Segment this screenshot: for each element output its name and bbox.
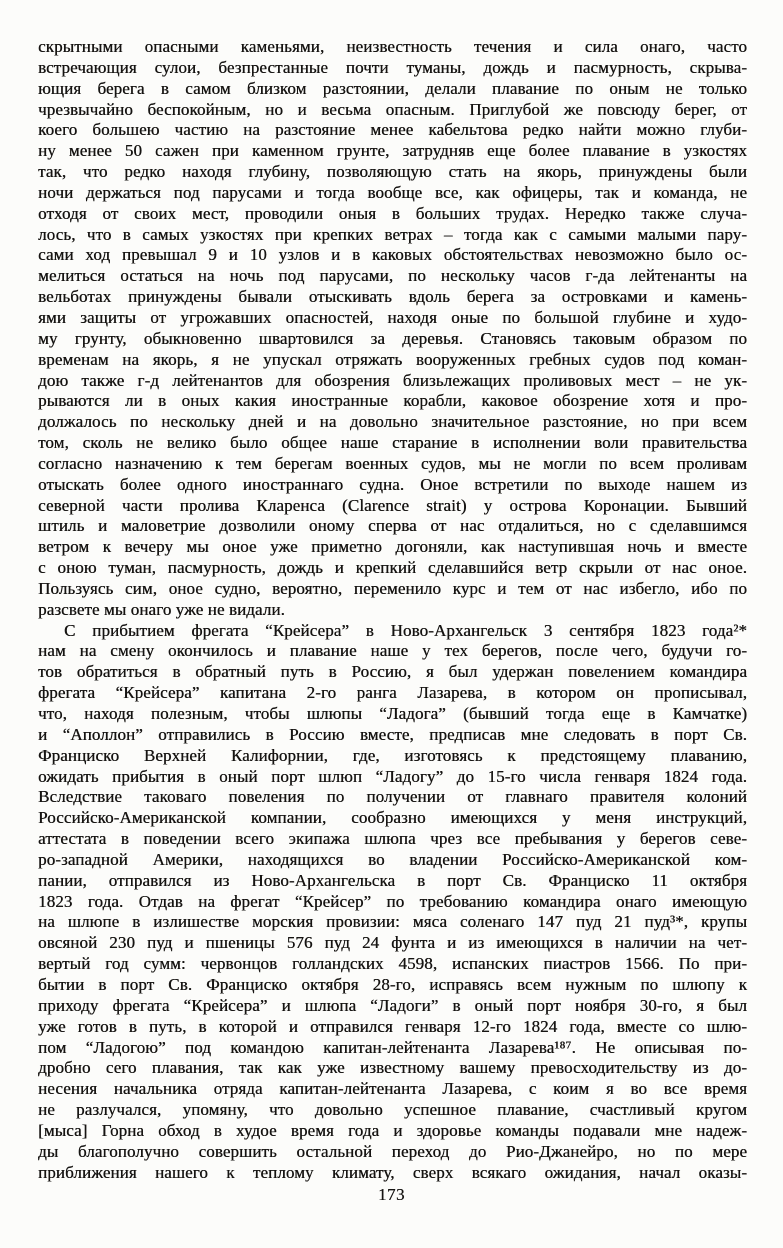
text-line: что, находя полезным, чтобы шлюпы “Ладога” (бывший тогда еще в Камчатке) xyxy=(38,704,747,723)
text-line: так, что редко находя глубину, позволяющую стать на якорь, принуждены были xyxy=(38,162,747,182)
text-line: аттестата в поведении всего экипажа шлюпа чрез все пребывания у берегов севе- xyxy=(38,829,747,849)
text-line: лось, что в самых узкостях при крепких ветрах – тогда как с самыми малыми пару- xyxy=(38,224,747,244)
text-line: ночи держаться под парусами и тогда вообще все, как офицеры, так и команда, не xyxy=(38,182,747,202)
text-line: Вследствие таковаго повеления по получении от главнаго правителя колоний xyxy=(38,787,747,807)
text-line: отходя от своих мест, проводили оныя в больших трудах. Нередко также случа- xyxy=(38,203,747,223)
text-line: вертый год сумм: червонцов голландских 4598, испанских пиастров 1566. По при- xyxy=(38,954,747,974)
text-line: временам на якорь, я не упускал отряжать вооруженных гребных судов под коман- xyxy=(38,349,747,369)
text-line: пании, отправился из Ново-Архангельска в порт Св. Франциско 11 октября xyxy=(38,870,747,890)
text-line: ну менее 50 сажен при каменном грунте, затрудняв еще более плавание в узкостях xyxy=(38,141,747,161)
text-line: ющия берега в самом близком разстоянии, делали плавание по оным не только xyxy=(38,78,747,98)
text-line: разсвете мы онаго уже не видали. xyxy=(38,599,285,619)
text-line: должалось по нескольку дней и на довольно значительное разстояние, но при всем xyxy=(38,412,747,432)
text-line: и “Аполлон” отправились в Россию вместе, предписав мне следовать в порт Св. xyxy=(38,724,747,744)
text-line: ями защиты от угрожавших опасностей, находя оные по большой глубине и худо- xyxy=(38,307,747,327)
text-line: рываются ли в оных какия иностранные корабли, каковое обозрение хотя и про- xyxy=(38,391,747,411)
text-line: ожидать прибытия в оный порт шлюп “Ладогу” до 15-го числа генваря 1824 года. xyxy=(38,766,747,786)
text-line: овсяной 230 пуд и пшеницы 576 пуд 24 фунта и из имеющихся в наличии на чет- xyxy=(38,933,747,953)
text-line: С прибытием фрегата “Крейсера” в Ново-Архангельск 3 сентября 1823 года²* xyxy=(64,620,747,640)
text-line: ды благополучно совершить остальной переход до Рио-Джанейро, но по мере xyxy=(38,1141,747,1161)
text-line: 1823 года. Отдав на фрегат “Крейсер” по требованию командира онаго имеющую xyxy=(38,891,747,911)
text-line: уже готов в путь, в которой и отправился генваря 12-го 1824 года, вместе со шлю- xyxy=(38,1016,747,1036)
page-footer xyxy=(0,1185,783,1205)
text-line: штиль и маловетрие дозволили оному сперва от нас отдалиться, но с сделавшимся xyxy=(38,516,747,536)
text-line: пом “Ладогою” под командою капитан-лейтенанта Лазарева¹⁸⁷. Не описывая по- xyxy=(38,1037,747,1057)
text-line: Пользуясь сим, оное судно, вероятно, переменило курс и тем от нас избегло, ибо по xyxy=(38,578,747,598)
text-line: Франциско Верхней Калифорнии, где, изготовясь к предстоящему плаванию, xyxy=(38,745,747,765)
text-line: нам на смену окончилось и плавание наше у тех берегов, после чего, будучи го- xyxy=(38,641,747,661)
text-line: тов обратиться в обратный путь в Россию, я был удержан повелением командира xyxy=(38,662,747,682)
text-line: приходу фрегата “Крейсера” и шлюпа “Ладоги” в оный порт ноября 30-го, я был xyxy=(38,995,747,1015)
text-line: не разлучался, упомяну, что довольно успешное плавание, счастливый кругом xyxy=(38,1100,747,1120)
text-line: вельботах принуждены бывали отыскивать вдоль берега за островками и камень- xyxy=(38,287,747,307)
text-line: сами ход превышал 9 и 10 узлов и в каковых обстоятельствах невозможно было ос- xyxy=(38,245,747,265)
text-line: на шлюпе в излишестве морския провизии: мяса соленаго 147 пуд 21 пуд³*, крупы xyxy=(38,912,747,932)
text-line: скрытными опасными каменьями, неизвестность течения и сила онаго, часто xyxy=(38,37,747,56)
text-line: [мыса] Горна обход в худое время года и здоровье команды подавали мне надеж- xyxy=(38,1120,747,1140)
text-line: ветром к вечеру мы оное уже приметно догоняли, как наступившая ночь и вместе xyxy=(38,537,747,557)
page-number: 173 xyxy=(378,1185,405,1204)
text-line: том, сколь не велико было общее наше старание в исполнении воли правительства xyxy=(38,433,747,453)
text-line: дробно сего плавания, так как уже известному вашему превосходительству из до- xyxy=(38,1058,747,1078)
text-line: с оною туман, пасмурность, дождь и крепкий сделавшийся ветр скрыли от нас оное. xyxy=(38,558,747,578)
text-line: дою также г-д лейтенантов для обозрения близьлежащих проливовых мест – не ук- xyxy=(38,370,747,390)
text-line: ро-западной Америки, находящихся во владении Российско-Американской ком- xyxy=(38,849,747,869)
text-line: несения начальника отряда капитан-лейтенанта Лазарева, с коим я во все время xyxy=(38,1079,747,1099)
text-line: встречающия сулои, безпрестанные почти туманы, дождь и пасмурность, скрыва- xyxy=(38,57,747,77)
text-line: приближения нашего к теплому климату, сверх всякаго ожидания, начал оказы- xyxy=(38,1162,747,1182)
text-line: отыскать более одного иностраннаго судна. Оное встретили по выходе нашем из xyxy=(38,474,747,494)
text-line: коего большею частию на разстояние менее кабельтова редко найти можно глуби- xyxy=(38,120,747,140)
text-line: северной части пролива Кларенса (Clarence strait) у острова Коронации. Бывший xyxy=(38,495,747,515)
text-line: Российско-Американской компании, сообразно имеющихся у меня инструкций, xyxy=(38,808,747,828)
page-text xyxy=(38,37,747,1183)
text-line: му грунту, обыкновенно швартовился за деревья. Становясь таковым образом по xyxy=(38,328,747,348)
text-line: фрегата “Крейсера” капитана 2-го ранга Лазарева, в котором он прописывал, xyxy=(38,683,747,703)
text-line: чрезвычайно беспокойным, но и весьма опасным. Приглубой же повсюду берег, от xyxy=(38,99,747,119)
text-line: согласно назначению к тем берегам военных судов, мы не могли по всем проливам xyxy=(38,453,747,473)
text-line: мелиться остаться на ночь под парусами, по нескольку часов г-да лейтенанты на xyxy=(38,266,747,286)
text-line: бытии в порт Св. Франциско октября 28-го, исправясь всем нужным по шлюпу к xyxy=(38,974,747,994)
